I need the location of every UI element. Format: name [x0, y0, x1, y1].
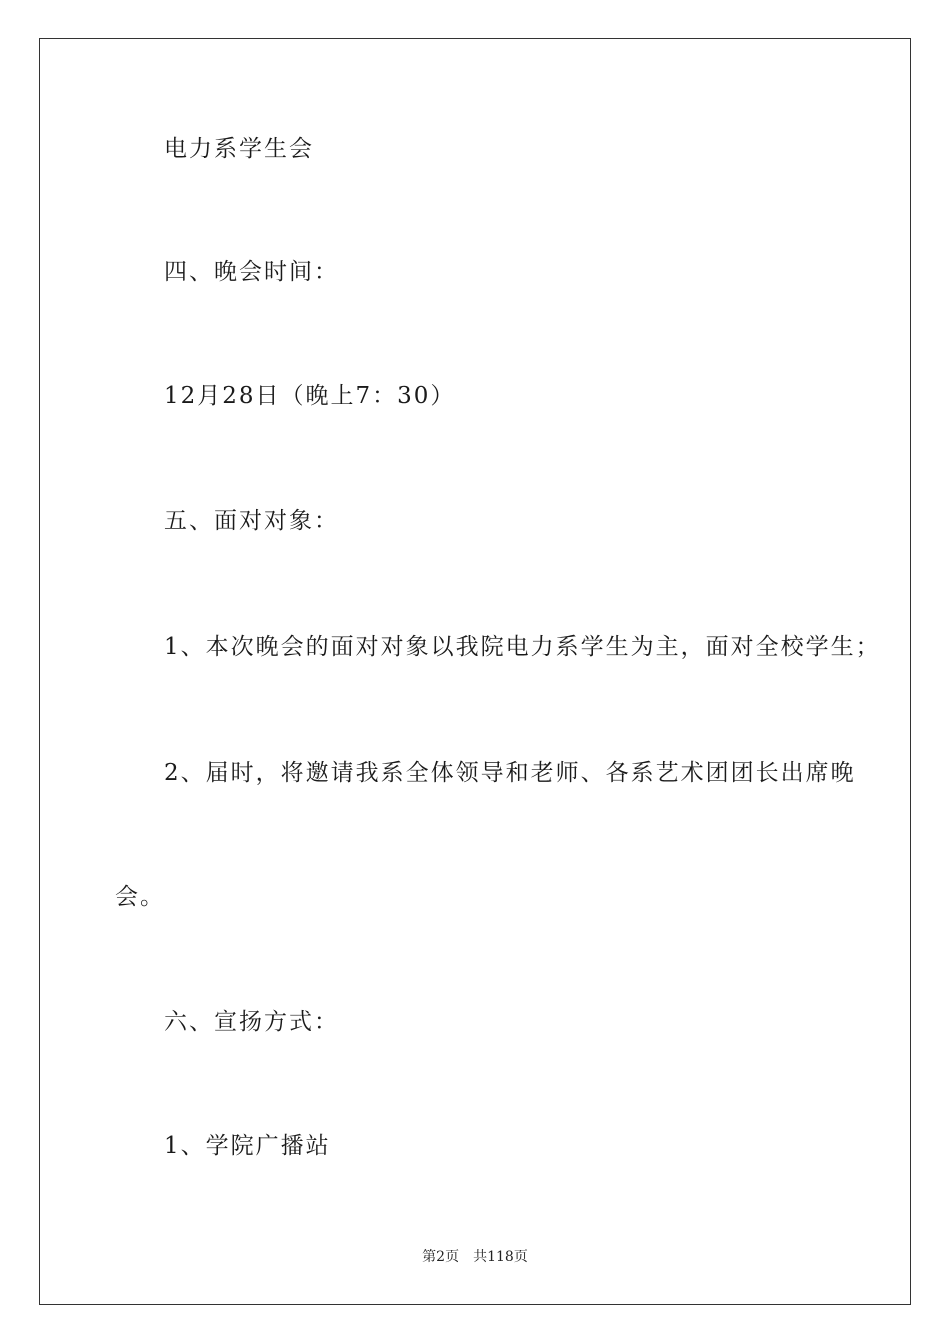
heading-audience: 五、面对对象：: [164, 508, 339, 534]
paragraph-audience-2-continued: 会。: [115, 884, 165, 910]
paragraph-organizer: 电力系学生会: [164, 136, 314, 162]
paragraph-audience-2: 2、届时，将邀请我系全体领导和老师、各系艺术团团长出席晚: [164, 760, 856, 786]
heading-publicity: 六、宣扬方式：: [164, 1009, 339, 1035]
heading-event-time: 四、晚会时间：: [164, 259, 339, 285]
page-number: 第2页: [422, 1249, 460, 1265]
paragraph-audience-1: 1、本次晚会的面对对象以我院电力系学生为主，面对全校学生；: [164, 634, 881, 660]
paragraph-event-date: 12月28日（晚上7：30）: [164, 383, 456, 409]
paragraph-publicity-1: 1、学院广播站: [164, 1133, 331, 1159]
page-frame: [39, 38, 911, 1305]
page-footer: [0, 1247, 950, 1267]
page-total: 共118页: [473, 1249, 528, 1265]
